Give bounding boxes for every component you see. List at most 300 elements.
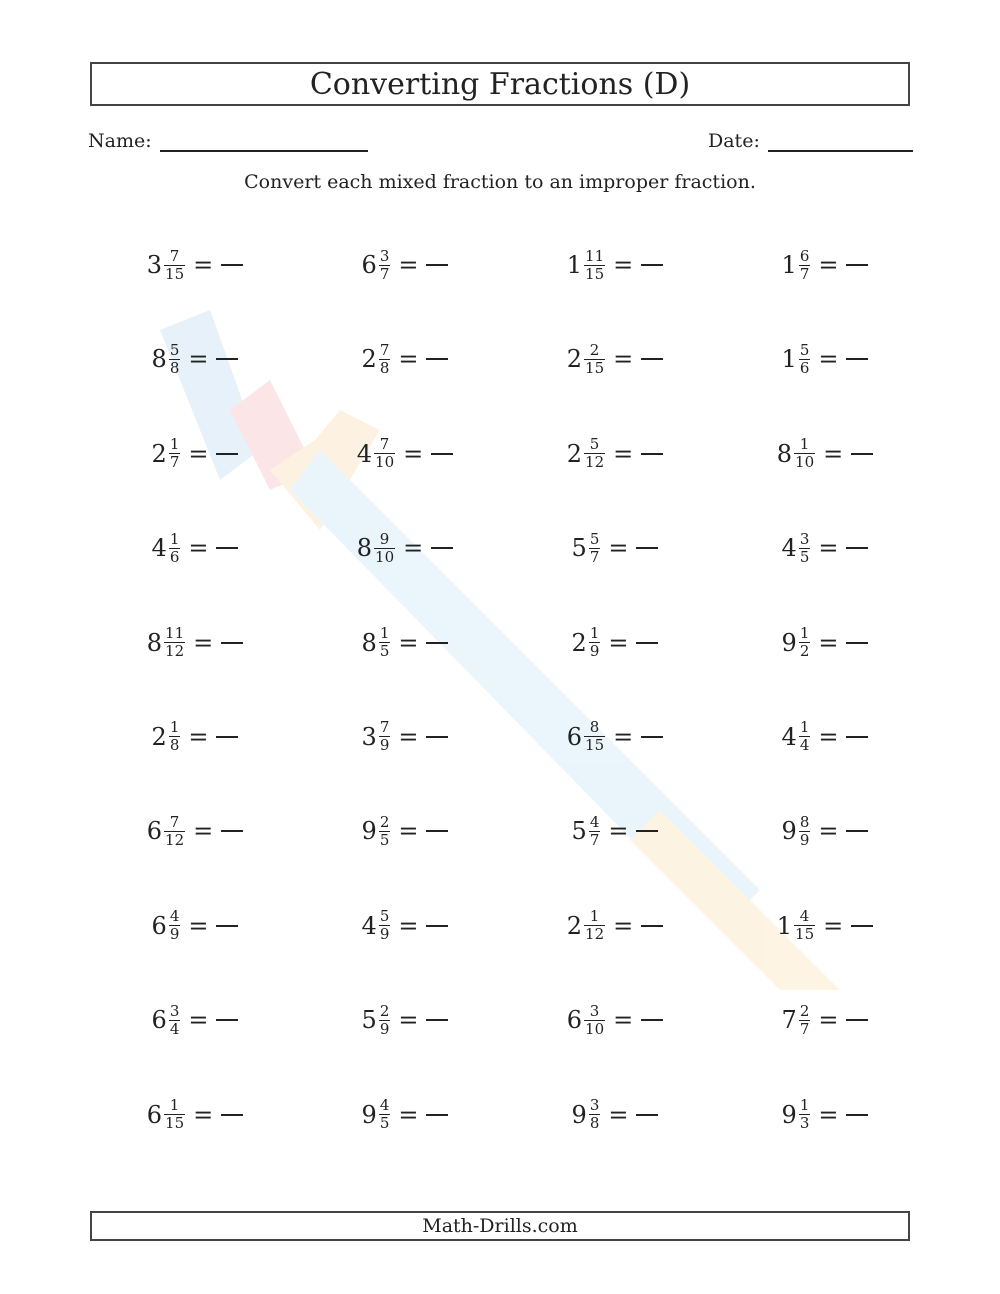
whole-number: 2	[361, 345, 377, 374]
denominator: 15	[165, 1114, 185, 1133]
equals-sign: =	[188, 439, 209, 468]
answer-blank[interactable]	[426, 830, 448, 832]
numerator: 1	[169, 1096, 180, 1115]
mixed-fraction	[362, 909, 391, 942]
mixed-fraction	[781, 246, 811, 283]
equals-sign: =	[818, 817, 839, 846]
numerator: 7	[379, 435, 390, 454]
whole-number: 5	[361, 1006, 377, 1035]
numerator: 2	[379, 812, 390, 831]
whole-number: 1	[776, 911, 793, 940]
date-label: Date:	[708, 130, 760, 152]
equals-sign: =	[193, 817, 214, 846]
mixed-fraction	[361, 1001, 391, 1038]
denominator: 7	[589, 830, 600, 849]
equals-sign: =	[398, 251, 419, 279]
answer-blank[interactable]	[636, 642, 658, 644]
equals-sign: =	[398, 1100, 419, 1129]
answer-blank[interactable]	[636, 830, 658, 832]
mixed-fraction	[362, 626, 391, 659]
numerator: 1	[799, 1096, 810, 1115]
whole-number: 6	[566, 1006, 583, 1035]
mixed-fraction	[152, 720, 181, 753]
whole-number: 9	[571, 1100, 587, 1129]
whole-number: 8	[361, 628, 377, 657]
fraction	[374, 529, 395, 566]
answer-blank[interactable]	[641, 453, 663, 455]
problem-item	[720, 419, 930, 489]
numerator: 1	[589, 624, 600, 643]
mixed-fraction	[571, 529, 601, 566]
problem-item	[720, 891, 930, 961]
equals-sign: =	[398, 628, 419, 657]
answer-blank[interactable]	[636, 547, 658, 549]
worksheet-title: Converting Fractions (D)	[90, 62, 910, 106]
problem-item	[720, 513, 930, 583]
answer-blank[interactable]	[426, 925, 448, 927]
date-blank-line[interactable]	[768, 124, 913, 152]
problem-item	[300, 230, 510, 300]
problem-item	[90, 419, 300, 489]
numerator: 1	[799, 624, 810, 643]
problem-item	[510, 513, 720, 583]
answer-blank[interactable]	[431, 453, 453, 455]
fraction	[794, 437, 815, 470]
problem-item	[90, 608, 300, 678]
answer-blank[interactable]	[426, 736, 448, 738]
answer-blank[interactable]	[846, 736, 868, 738]
answer-blank[interactable]	[216, 1019, 238, 1021]
problem-item	[720, 1080, 930, 1150]
whole-number: 2	[566, 911, 583, 940]
whole-number: 1	[566, 251, 583, 279]
numerator: 5	[169, 340, 180, 359]
answer-blank[interactable]	[426, 1019, 448, 1021]
whole-number: 8	[146, 628, 163, 657]
mixed-fraction	[781, 340, 811, 377]
fraction	[379, 1098, 391, 1131]
mixed-fraction	[567, 720, 605, 753]
equals-sign: =	[398, 1006, 419, 1035]
denominator: 8	[169, 736, 180, 755]
denominator: 5	[799, 547, 810, 566]
equals-sign: =	[403, 439, 424, 468]
equals-sign: =	[608, 534, 629, 563]
denominator: 9	[589, 642, 600, 661]
whole-number: 2	[566, 345, 583, 374]
whole-number: 8	[356, 534, 373, 563]
problem-item	[300, 796, 510, 866]
numerator: 8	[799, 812, 810, 831]
numerator: 5	[589, 529, 600, 548]
problem-item	[720, 230, 930, 300]
whole-number: 6	[151, 1006, 167, 1035]
answer-blank[interactable]	[636, 1114, 658, 1116]
mixed-fraction	[572, 1098, 601, 1131]
answer-blank[interactable]	[426, 1114, 448, 1116]
denominator: 6	[799, 358, 810, 377]
denominator: 8	[169, 358, 180, 377]
equals-sign: =	[188, 722, 209, 751]
denominator: 9	[379, 925, 390, 944]
equals-sign: =	[398, 817, 419, 846]
mixed-fraction	[782, 720, 811, 753]
problem-item	[510, 1080, 720, 1150]
answer-blank[interactable]	[846, 264, 868, 266]
mixed-fraction	[567, 437, 605, 470]
answer-blank[interactable]	[851, 453, 873, 455]
numerator: 11	[165, 624, 185, 643]
answer-blank[interactable]	[426, 358, 448, 360]
numerator: 1	[169, 529, 180, 548]
mixed-fraction	[357, 437, 395, 470]
answer-blank[interactable]	[641, 925, 663, 927]
answer-blank[interactable]	[846, 547, 868, 549]
fraction	[164, 1098, 185, 1131]
numerator: 5	[589, 435, 600, 454]
answer-blank[interactable]	[846, 358, 868, 360]
denominator: 9	[799, 830, 810, 849]
equals-sign: =	[188, 345, 209, 374]
problem-item	[510, 230, 720, 300]
problem-item	[90, 1080, 300, 1150]
problem-item	[720, 324, 930, 394]
fraction	[799, 812, 811, 849]
denominator: 9	[379, 1019, 390, 1038]
fraction	[164, 812, 185, 849]
whole-number: 4	[361, 911, 377, 940]
equals-sign: =	[818, 345, 839, 374]
numerator: 1	[799, 435, 810, 454]
answer-blank[interactable]	[216, 453, 238, 455]
equals-sign: =	[613, 911, 634, 940]
mixed-fraction	[151, 529, 181, 566]
answer-blank[interactable]	[641, 358, 663, 360]
mixed-fraction	[572, 626, 601, 659]
fraction	[169, 529, 181, 566]
name-blank-line[interactable]	[160, 124, 368, 152]
whole-number: 3	[361, 722, 377, 751]
mixed-fraction	[146, 812, 185, 849]
denominator: 5	[379, 830, 390, 849]
answer-blank[interactable]	[846, 642, 868, 644]
denominator: 15	[585, 358, 605, 377]
mixed-fraction	[566, 246, 605, 283]
problem-item	[300, 419, 510, 489]
answer-blank[interactable]	[846, 1019, 868, 1021]
answer-blank[interactable]	[641, 264, 663, 266]
fraction	[589, 626, 601, 659]
equals-sign: =	[608, 1100, 629, 1129]
name-field	[88, 124, 368, 152]
numerator: 9	[379, 529, 390, 548]
whole-number: 6	[146, 817, 163, 846]
numerator: 1	[799, 718, 810, 737]
numerator: 2	[799, 1001, 810, 1020]
mixed-fraction	[571, 812, 601, 849]
denominator: 10	[375, 453, 395, 472]
problem-item	[300, 1080, 510, 1150]
problem-grid	[90, 230, 930, 1174]
fraction	[799, 246, 811, 283]
problem-item	[720, 702, 930, 772]
denominator: 7	[589, 547, 600, 566]
fraction	[169, 720, 181, 753]
instructions: Convert each mixed fraction to an improper fraction.	[244, 171, 756, 193]
denominator: 3	[799, 1114, 810, 1133]
problem-item	[90, 796, 300, 866]
fraction	[169, 909, 181, 942]
numerator: 7	[169, 812, 180, 831]
problem-item	[90, 513, 300, 583]
fraction	[379, 246, 391, 283]
equals-sign: =	[818, 722, 839, 751]
whole-number: 3	[146, 251, 163, 279]
whole-number: 5	[571, 817, 587, 846]
problem-item	[300, 324, 510, 394]
answer-blank[interactable]	[221, 1114, 243, 1116]
denominator: 7	[799, 1019, 810, 1038]
numerator: 4	[379, 1096, 390, 1115]
equals-sign: =	[608, 817, 629, 846]
numerator: 6	[799, 246, 810, 265]
fraction	[589, 529, 601, 566]
mixed-fraction	[782, 1098, 811, 1131]
equals-sign: =	[818, 1100, 839, 1129]
answer-blank[interactable]	[641, 736, 663, 738]
whole-number: 4	[356, 439, 373, 468]
answer-blank[interactable]	[221, 830, 243, 832]
denominator: 9	[169, 925, 180, 944]
problem-item	[300, 985, 510, 1055]
equals-sign: =	[398, 911, 419, 940]
mixed-fraction	[361, 340, 391, 377]
problem-item	[510, 702, 720, 772]
equals-sign: =	[818, 628, 839, 657]
fraction	[164, 246, 185, 283]
denominator: 7	[379, 264, 390, 283]
mixed-fraction	[777, 437, 815, 470]
denominator: 5	[379, 1114, 390, 1133]
mixed-fraction	[151, 340, 181, 377]
fraction	[379, 720, 391, 753]
denominator: 7	[169, 453, 180, 472]
denominator: 8	[379, 358, 390, 377]
equals-sign: =	[398, 722, 419, 751]
fraction	[794, 909, 815, 942]
equals-sign: =	[398, 345, 419, 374]
whole-number: 9	[781, 628, 797, 657]
fraction	[164, 626, 185, 659]
problem-item	[510, 419, 720, 489]
equals-sign: =	[193, 251, 214, 279]
name-label: Name:	[88, 130, 152, 152]
equals-sign: =	[613, 439, 634, 468]
answer-blank[interactable]	[851, 925, 873, 927]
problem-item	[510, 324, 720, 394]
date-field	[708, 124, 913, 152]
fraction	[169, 340, 181, 377]
answer-blank[interactable]	[221, 264, 243, 266]
whole-number: 9	[781, 817, 797, 846]
footer-credit: Math-Drills.com	[90, 1211, 910, 1241]
fraction	[379, 626, 391, 659]
problem-item	[300, 608, 510, 678]
answer-blank[interactable]	[426, 642, 448, 644]
denominator: 5	[379, 642, 390, 661]
problem-item	[720, 985, 930, 1055]
mixed-fraction	[152, 437, 181, 470]
numerator: 4	[799, 907, 810, 926]
denominator: 8	[589, 1114, 600, 1133]
fraction	[799, 1098, 811, 1131]
fraction	[379, 812, 391, 849]
answer-blank[interactable]	[216, 736, 238, 738]
denominator: 10	[795, 453, 815, 472]
numerator: 3	[799, 529, 810, 548]
fraction	[379, 909, 391, 942]
mixed-fraction	[147, 1098, 185, 1131]
problem-item	[90, 985, 300, 1055]
answer-blank[interactable]	[216, 547, 238, 549]
problem-item	[720, 608, 930, 678]
fraction	[799, 720, 811, 753]
fraction	[799, 1001, 811, 1038]
mixed-fraction	[781, 812, 811, 849]
numerator: 1	[169, 718, 180, 737]
numerator: 4	[169, 907, 180, 926]
answer-blank[interactable]	[641, 1019, 663, 1021]
problem-item	[510, 796, 720, 866]
numerator: 3	[379, 246, 390, 265]
problem-item	[720, 796, 930, 866]
answer-blank[interactable]	[221, 642, 243, 644]
whole-number: 1	[781, 345, 797, 374]
mixed-fraction	[147, 626, 185, 659]
answer-blank[interactable]	[216, 925, 238, 927]
problem-item	[90, 230, 300, 300]
answer-blank[interactable]	[846, 830, 868, 832]
mixed-fraction	[566, 1001, 605, 1038]
mixed-fraction	[777, 909, 815, 942]
equals-sign: =	[193, 1100, 214, 1129]
whole-number: 9	[361, 1100, 377, 1129]
equals-sign: =	[818, 251, 839, 279]
equals-sign: =	[608, 628, 629, 657]
mixed-fraction	[781, 1001, 811, 1038]
mixed-fraction	[361, 246, 391, 283]
denominator: 15	[585, 736, 605, 755]
fraction	[584, 340, 605, 377]
fraction	[799, 529, 811, 566]
fraction	[374, 437, 395, 470]
denominator: 15	[165, 264, 185, 283]
mixed-fraction	[781, 529, 811, 566]
whole-number: 9	[781, 1100, 797, 1129]
denominator: 12	[585, 453, 605, 472]
problem-item	[300, 891, 510, 961]
problem-item	[510, 985, 720, 1055]
answer-blank[interactable]	[846, 1114, 868, 1116]
numerator: 3	[589, 1096, 600, 1115]
fraction	[379, 340, 391, 377]
mixed-fraction	[146, 246, 185, 283]
numerator: 1	[379, 624, 390, 643]
mixed-fraction	[356, 529, 395, 566]
numerator: 5	[379, 907, 390, 926]
fraction	[589, 812, 601, 849]
fraction	[584, 1001, 605, 1038]
numerator: 7	[379, 340, 390, 359]
equals-sign: =	[188, 911, 209, 940]
mixed-fraction	[567, 909, 605, 942]
fraction	[379, 1001, 391, 1038]
numerator: 7	[379, 718, 390, 737]
whole-number: 6	[361, 251, 377, 279]
equals-sign: =	[193, 628, 214, 657]
denominator: 4	[799, 736, 810, 755]
fraction	[589, 1098, 601, 1131]
whole-number: 9	[361, 817, 377, 846]
whole-number: 8	[151, 345, 167, 374]
numerator: 3	[169, 1001, 180, 1020]
answer-blank[interactable]	[216, 358, 238, 360]
equals-sign: =	[613, 722, 634, 751]
equals-sign: =	[403, 534, 424, 563]
numerator: 3	[589, 1001, 600, 1020]
mixed-fraction	[361, 812, 391, 849]
whole-number: 6	[151, 911, 167, 940]
numerator: 7	[169, 246, 180, 265]
whole-number: 2	[571, 628, 587, 657]
fraction	[169, 437, 181, 470]
denominator: 4	[169, 1019, 180, 1038]
answer-blank[interactable]	[426, 264, 448, 266]
mixed-fraction	[362, 1098, 391, 1131]
whole-number: 2	[151, 439, 167, 468]
equals-sign: =	[613, 345, 634, 374]
denominator: 15	[795, 925, 815, 944]
mixed-fraction	[152, 909, 181, 942]
numerator: 2	[589, 340, 600, 359]
equals-sign: =	[188, 1006, 209, 1035]
denominator: 10	[375, 547, 395, 566]
denominator: 2	[799, 642, 810, 661]
numerator: 5	[799, 340, 810, 359]
problem-item	[90, 891, 300, 961]
denominator: 15	[585, 264, 605, 283]
fraction	[584, 909, 605, 942]
numerator: 4	[589, 812, 600, 831]
fraction	[169, 1001, 181, 1038]
numerator: 1	[589, 907, 600, 926]
problem-item	[510, 891, 720, 961]
fraction	[584, 246, 605, 283]
whole-number: 4	[781, 534, 797, 563]
whole-number: 4	[781, 722, 797, 751]
whole-number: 1	[781, 251, 797, 279]
whole-number: 6	[566, 722, 583, 751]
fraction	[799, 626, 811, 659]
equals-sign: =	[818, 534, 839, 563]
problem-item	[90, 702, 300, 772]
problem-item	[300, 702, 510, 772]
whole-number: 6	[146, 1100, 163, 1129]
denominator: 9	[379, 736, 390, 755]
answer-blank[interactable]	[431, 547, 453, 549]
mixed-fraction	[782, 626, 811, 659]
denominator: 6	[169, 547, 180, 566]
